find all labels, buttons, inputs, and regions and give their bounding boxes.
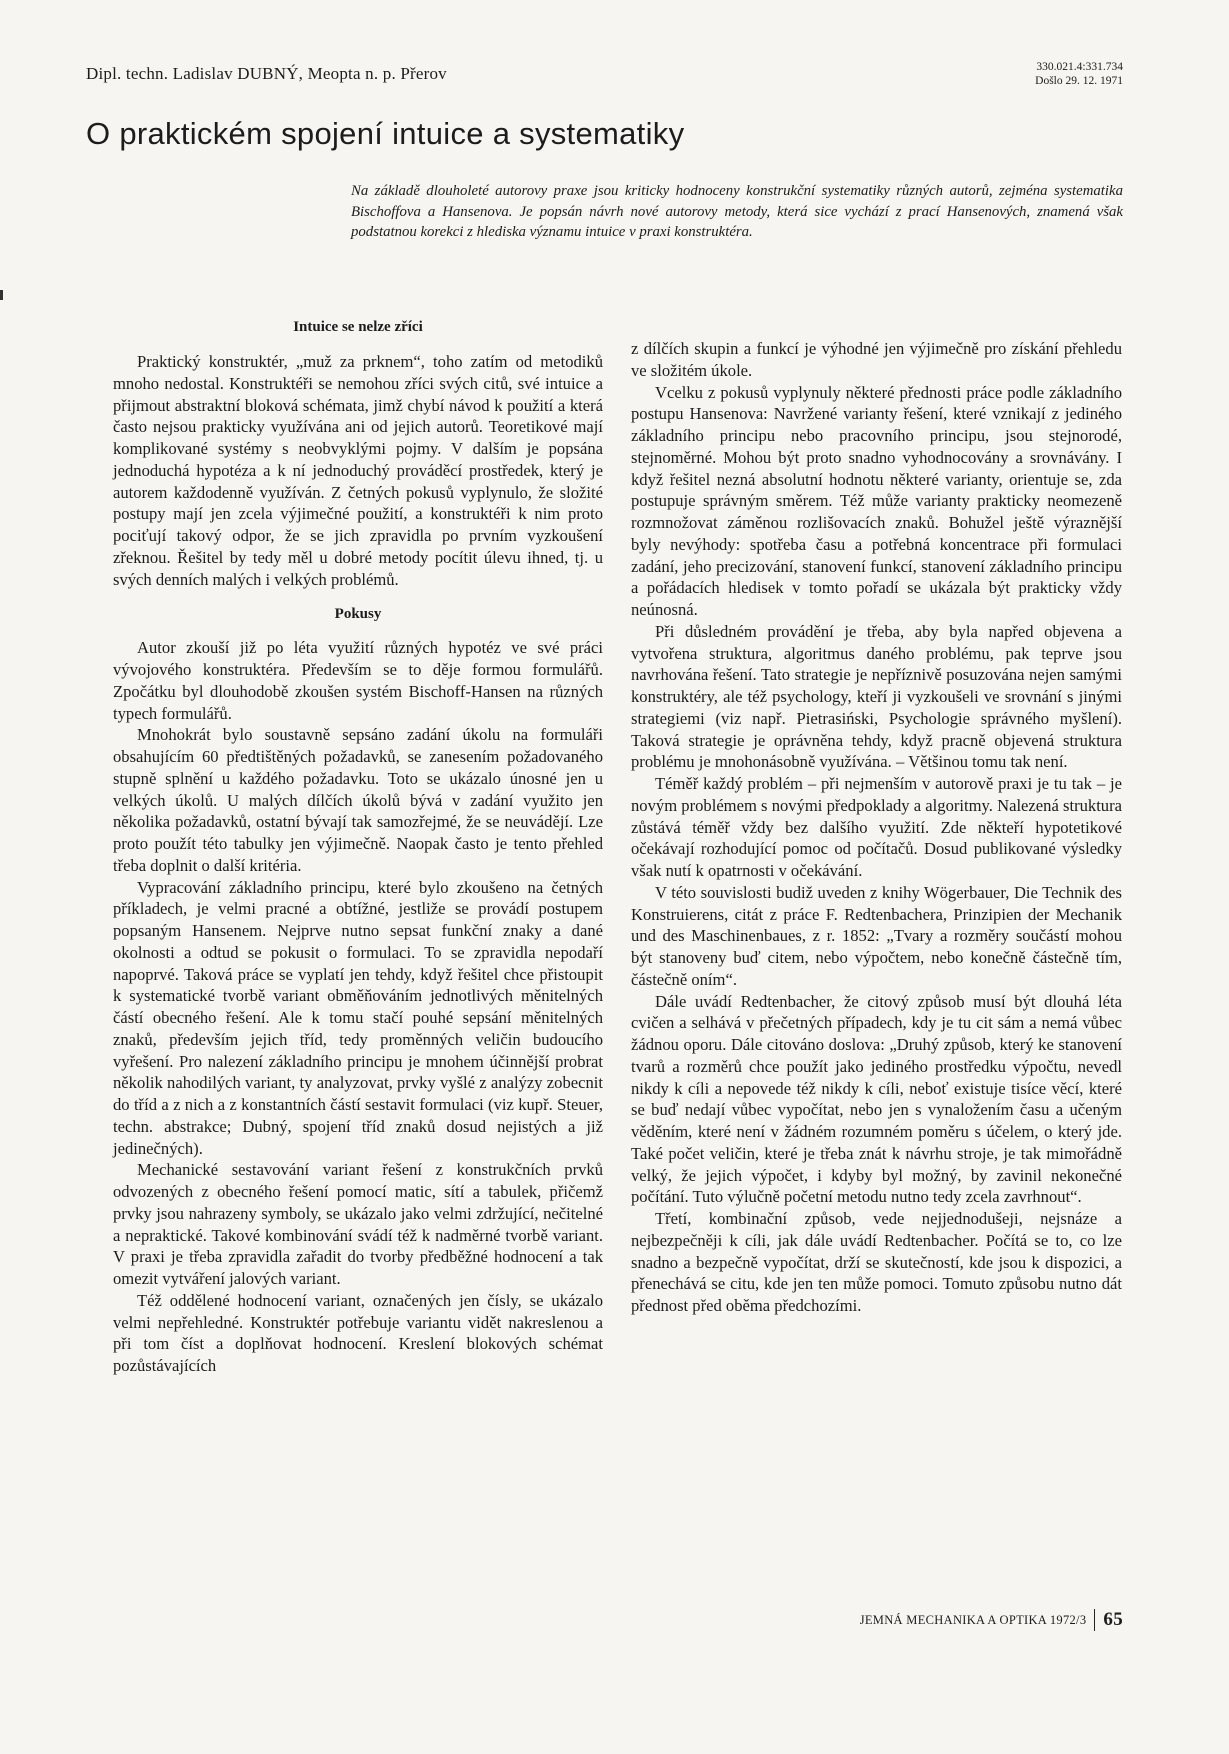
paragraph: Vypracování základního principu, které bylo zkoušeno na četných příkladech, je velmi pracné a obtížné, jestliže se provádí postupem popsaným Hansenem. Nejprve nutno sepsat funkční znaky a dané okolnosti a odtud se pokusit o formulaci. To se zpravidla nepodaří napoprvé. Taková práce se vyplatí jen tehdy, když řešitel chce přistoupit k systematické tvorbě variant obměňováním jednotlivých měnitelných částí obecného řešení. Ale k tomu stačí pouhé sepsání měnitelných znaků, především jejich tříd, tedy proměnných veličin budoucího vyřešení. Pro nalezení základního principu je mnohem účinnější probrat několik nahodilých variant, ty analyzovat, prvky vyšlé z analýzy zobecnit do tříd a z nich a z konstantních částí sestavit formulaci (viz kupř. Steuer, techn. abstrakce; Dubný, spojení tříd znaků dosud nejistých a již jedinečných). <box>113 877 603 1158</box>
footer-divider <box>1094 1609 1095 1631</box>
paragraph-continued: z dílčích skupin a funkcí je výhodné jen výjimečně pro získání přehledu ve složitém úkole. <box>631 339 1122 380</box>
article-title: O praktickém spojení intuice a systematiky <box>86 116 685 151</box>
classification-code: 330.021.4:331.734 <box>1036 61 1123 73</box>
paragraph: Téměř každý problém – při nejmenším v autorově praxi je tu tak – je novým problémem s novými předpoklady a algoritmy. Nalezená struktura zůstává téměř vždy bez dalšího využití. Zde někteří hypotetikové očekávají rozhodující pomoc od počítačů. Dosud publikované výsledky však nutí k opatrnosti v očekávání. <box>631 774 1122 880</box>
paragraph: Při důsledném provádění je třeba, aby byla napřed objevena a vytvořena struktura, algoritmus daného problému, pak teprve jsou navrhována řešení. Tato strategie je nepříznivě posuzována nejen samými konstruktéry, ale též psychology, kteří ji vyzkoušeli ve srovnání s jinými strategiemi (viz např. Pietrasiński, Psychologie správného myšlení). Taková strategie je oprávněna tehdy, když pracně objevená struktura problému je mnohonásobně využívána. – Většinou tomu tak není. <box>631 621 1122 772</box>
author-line: Dipl. techn. Ladislav DUBNÝ, Meopta n. p. Přerov <box>86 64 447 83</box>
left-column <box>113 316 603 1377</box>
paragraph: Dále uvádí Redtenbacher, že citový způsob musí být dlouhá léta cvičen a selhává v přečetných případech, kdy je tu cit sám a nemá vůbec žádnou oporu. Dále citováno doslova: „Druhý způsob, který ke stanovení tvarů a rozměrů chce použít jako jediného prostředku výpočtu, nevedl nikdy k cíli a nepovede též nikdy k cíli, neboť existuje tisíce věcí, které se buď nedají vůbec vypočítat, nebo jen s vynaložením času a učeným věděním, které není v žádném rozumném poměru s účelem, o který jde. Také počet veličin, které je třeba znát k návrhu stroje, je tak mimořádně velký, že jejich výpočet, i kdyby byl možný, by zavinil nekonečné počítání. Tuto výlučně početní metodu nutno tedy zcela zavrhnout“. <box>631 991 1122 1207</box>
paragraph: Mechanické sestavování variant řešení z konstrukčních prvků odvozených z obecného řešení pomocí matic, sítí a tabulek, přičemž prvky jsou nahrazeny symboly, se ukázalo jako velmi zdržující, nečitelné a nepraktické. Takové kombinování svádí též k nadměrné tvorbě variant. V praxi je třeba zpravidla zařadit do tvorby předběžné hodnocení a tak omezit vytváření jalových variant. <box>113 1160 603 1288</box>
paragraph: Autor zkouší již po léta využití různých hypotéz ve své práci vývojového konstruktéra. Především se to děje formou formulářů. Zpočátku byl dlouhodobě zkoušen systém Bischoff-Hansen na různých typech formulářů. <box>113 638 603 723</box>
paragraph: Vcelku z pokusů vyplynuly některé přednosti práce podle základního postupu Hansenova: Navržené varianty řešení, které vznikají z jediného základního principu nebo pracovního principu, jsou stejnorodé, stejnoměrné. Mohou být proto snadno vyhodnocovány a srovnávány. I když řešitel nezná absolutní hodnotu některé varianty, orientuje se, zda postupuje správným směrem. Též může varianty prakticky neomezeně rozmnožovat záměnou rozlišovacích znaků. Bohužel ještě výraznější byly nevýhody: spotřeba času a potřebná koncentrace při formulaci zadání, jeho precizování, stanovení funkcí, stanovení základního principu a pořádacích hledisek v tomto pořadí se ukázala být prakticky vždy neúnosná. <box>631 382 1122 619</box>
right-column <box>631 338 1122 1317</box>
abstract: Na základě dlouholeté autorovy praxe jsou kriticky hodnoceny konstrukční systematiky různých autorů, zejména systematika Bischoffova a Hansenova. Je popsán návrh nové autorovy metody, která sice vychází z prací Hansenových, znamená však podstatnou korekci z hlediska významu intuice v praxi konstruktéra. <box>351 183 1123 240</box>
section-heading-intuition: Intuice se nelze zříci <box>293 319 423 335</box>
page-footer <box>860 1609 1123 1631</box>
reference-code <box>1035 60 1123 88</box>
page-number: 65 <box>1103 1609 1123 1630</box>
section-heading-experiments: Pokusy <box>334 606 382 623</box>
paragraph: Třetí, kombinační způsob, vede nejjednodušeji, nejsnáze a nejbezpečněji k cíli, jak dále uvádí Redtenbacher. Počítá se to, co lze snadno a bezpečně vypočítat, drží se skutečností, kde jsou k dispozici, a přenechává se citu, kde jen ten může pomoci. Tomuto způsobu nutno dát přednost před oběma předchozími. <box>631 1209 1122 1315</box>
paragraph: Mnohokrát bylo soustavně sepsáno zadání úkolu na formuláři obsahujícím 60 předtištěných požadavků, se zanesením požadovaného stupně splnění u každého požadavku. Toto se ukázalo únosné jen u velkých úkolů. U malých dílčích úkolů bývá v zadání využito jen několika požadavků, ostatní bývají tak samozřejmé, že se neuvádějí. Lze proto použít této tabulky jen výjimečně. Naopak často je tento přehled třeba doplnit o další kritéria. <box>113 725 603 875</box>
paragraph: Praktický konstruktér, „muž za prknem“, toho zatím od metodiků mnoho nedostal. Konstruktéři se nemohou zříci svých citů, své intuice a přijmout abstraktní bloková schémata, jimž chybí návod k použití a která často nejsou prakticky využívána ani od jejich autorů. Teoretikové mají komplikované systémy s neobvyklými pojmy. V dalším je popsána jednoduchá hypotéza a k ní jednoduchý prováděcí prostředek, který je autorem každodenně využíván. Z četných pokusů vyplynulo, že složité postupy mají jen zcela výjimečné použití, a konstruktéři k nim proto pociťují takový odpor, že se jich zpravidla po prvním vyzkoušení zřeknou. Řešitel by tedy měl u dobré metody pocítit úlevu ihned, tj. u svých denních malých i velkých problémů. <box>113 352 603 589</box>
paragraph: Též oddělené hodnocení variant, označených jen čísly, se ukázalo velmi nepřehledné. Konstruktér potřebuje variantu vidět nakreslenou a při tom číst a doplňovat hodnocení. Kreslení blokových schémat pozůstávajících <box>113 1290 603 1375</box>
paragraph: V této souvislosti budiž uveden z knihy Wögerbauer, Die Technik des Konstruierens, citát z práce F. Redtenbachera, Prinzipien der Mechanik und des Maschinenbaues, z r. 1852: „Tvary a rozměry součástí mohou být stanoveny buď citem, nebo výpočtem, nebo konečně částečně tím, částečně oním“. <box>631 882 1122 989</box>
scan-mark <box>0 290 3 300</box>
journal-name: JEMNÁ MECHANIKA A OPTIKA 1972/3 <box>859 1612 1087 1627</box>
received-date: Došlo 29. 12. 1971 <box>1035 75 1123 87</box>
